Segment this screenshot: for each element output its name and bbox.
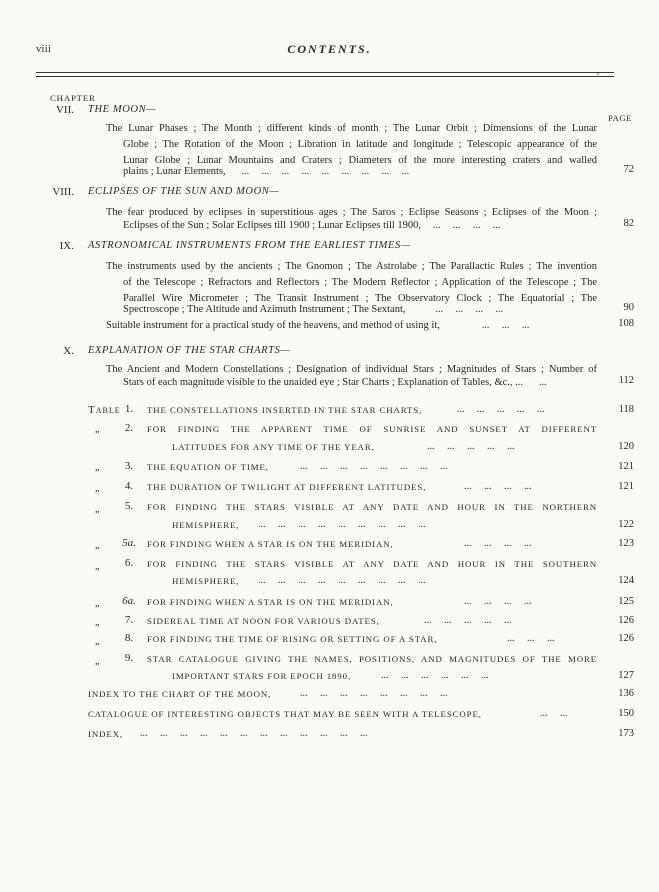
page-number: 127 — [618, 670, 634, 681]
chapter-extra-text: Suitable instrument for a practical study of the heavens, and method of using it, — [106, 320, 440, 331]
leader-dots: ... ... ... ... — [464, 596, 532, 607]
table-number: 2. — [124, 422, 134, 434]
chapter-summary-last-line — [123, 302, 597, 318]
chapter-summary-line: Eclipses of the Sun ; Solar Eclipses till 1900 ; Lunar Eclipses till 1900, — [123, 220, 422, 231]
leader-dots: ... ... ... ... ... — [427, 441, 515, 452]
page-number: 125 — [618, 596, 634, 607]
ditto-mark: „ — [95, 424, 100, 435]
catalogue-entry: CATALOGUE OF INTERESTING OBJECTS THAT MAY BE SEEN WITH A TELESCOPE, — [88, 709, 482, 719]
chapter-summary-line: The instruments used by the ancients ; The Gnomon ; The Astrolabe ; The Parallactic Rules ; The invention — [106, 261, 597, 272]
page-number: 124 — [618, 575, 634, 586]
chapter-summary-last-line — [123, 164, 597, 180]
table-title: SIDEREAL TIME AT NOON FOR VARIOUS DATES, — [147, 616, 380, 626]
page-number: 126 — [618, 633, 634, 644]
leader-dots: ... ... ... ... ... ... — [381, 670, 489, 681]
chapter-number: VIII. — [52, 186, 74, 198]
table-title: THE CONSTELLATIONS INSERTED IN THE STAR CHARTS, — [147, 405, 423, 415]
table-title: FOR FINDING THE STARS VISIBLE AT ANY DATE AND HOUR IN THE SOUTHERN — [147, 559, 597, 569]
leader-dots: ... ... ... ... — [435, 304, 503, 315]
chapter-summary-last-line — [123, 375, 597, 391]
page-number: 120 — [618, 441, 634, 452]
ditto-mark: „ — [95, 561, 100, 572]
table-title: FOR FINDING WHEN A STAR IS ON THE MERIDIAN, — [147, 539, 394, 549]
chapter-title: EXPLANATION OF THE STAR CHARTS— — [88, 345, 291, 356]
page-number: 82 — [623, 218, 634, 229]
leader-dots: ... ... ... ... — [464, 481, 532, 492]
table-number: 3. — [124, 460, 134, 472]
table-number: 6a. — [122, 595, 136, 607]
ditto-mark: „ — [95, 656, 100, 667]
leader-dots: ... ... ... ... ... ... ... ... ... — [258, 575, 426, 586]
page-numeral: viii — [36, 44, 52, 55]
table-number: 1. — [124, 403, 134, 415]
leader-dots: ... — [539, 377, 547, 388]
table-number: 5. — [124, 500, 134, 512]
chapter-summary-line: of the Telescope ; Refractors and Reflectors ; The Modern Reflector ; Application of the Telescope ; The — [123, 277, 597, 288]
chapter-summary-line: Lunar Globe ; Lunar Mountains and Craters ; Diameters of the more interesting craters and walled — [123, 155, 597, 166]
ditto-mark: „ — [95, 483, 100, 494]
table-title-cont: HEMISPHERE, — [172, 576, 240, 586]
chapter-title: THE MOON— — [88, 104, 157, 115]
paper-speck — [597, 73, 599, 75]
leader-dots: ... ... ... ... ... ... ... ... ... ... ... ... — [140, 728, 368, 739]
ditto-mark: „ — [95, 504, 100, 515]
chapter-number: IX. — [59, 240, 74, 252]
leader-dots: ... ... ... ... — [464, 538, 532, 549]
leader-dots: ... ... ... ... ... ... ... ... — [300, 461, 448, 472]
page-number: 126 — [618, 615, 634, 626]
chapter-extra-line — [106, 318, 597, 334]
chapter-summary-line: Stars of each magnitude visible to the unaided eye ; Star Charts ; Explanation of Tables, &c., ... — [123, 377, 524, 388]
leader-dots: ... ... ... ... ... ... ... ... ... — [241, 166, 410, 177]
table-title: FOR FINDING WHEN A STAR IS ON THE MERIDIAN, — [147, 597, 394, 607]
chapter-summary-line: The Ancient and Modern Constellations ; Designation of individual Stars ; Magnitudes of Stars ; Number of — [106, 364, 597, 375]
ditto-mark: „ — [95, 636, 100, 647]
chapter-summary-line: plains ; Lunar Elements, — [123, 166, 226, 177]
table-title: THE DURATION OF TWILIGHT AT DIFFERENT LATITUDES, — [147, 482, 427, 492]
chapter-summary-line: Parallel Wire Micrometer ; The Transit Instrument ; The Observatory Clock ; The Equatorial ; The — [123, 293, 597, 304]
chapter-summary-line: The fear produced by eclipses in superstitious ages ; The Saros ; Eclipse Seasons ; Eclipses of the Moon ; — [106, 207, 597, 218]
table-title-cont: IMPORTANT STARS FOR EPOCH 1890, — [172, 671, 352, 681]
leader-dots: ... ... ... — [507, 633, 555, 644]
page-number: 121 — [618, 461, 634, 472]
table-number: 7. — [124, 614, 134, 626]
leader-dots: ... ... ... ... ... — [424, 615, 512, 626]
running-title: CONTENTS. — [287, 42, 372, 56]
page-column-label: PAGE — [608, 113, 633, 123]
header-rule — [36, 72, 614, 73]
leader-dots: ... ... ... ... — [433, 220, 501, 231]
table-title-cont: HEMISPHERE, — [172, 520, 240, 530]
ditto-mark: „ — [95, 598, 100, 609]
chapter-number: VII. — [55, 104, 74, 116]
page-number: 150 — [618, 708, 634, 719]
table-title: STAR CATALOGUE GIVING THE NAMES, POSITIONS, AND MAGNITUDES OF THE MORE — [147, 654, 597, 664]
leader-dots: ... ... ... ... ... — [457, 404, 545, 415]
page-number: 123 — [618, 538, 634, 549]
table-label: Table — [88, 404, 121, 416]
chapter-title: ECLIPSES OF THE SUN AND MOON— — [88, 186, 280, 197]
table-number: 9. — [124, 652, 134, 664]
ditto-mark: „ — [95, 540, 100, 551]
chapter-title: ASTRONOMICAL INSTRUMENTS FROM THE EARLIEST TIMES— — [88, 240, 411, 251]
ditto-mark: „ — [95, 617, 100, 628]
leader-dots: ... ... — [540, 708, 568, 719]
header-rule-thin — [36, 76, 614, 77]
table-title: FOR FINDING THE TIME OF RISING OR SETTING OF A STAR, — [147, 634, 438, 644]
leader-dots: ... ... ... ... ... ... ... ... — [300, 688, 448, 699]
chapter-number: X. — [63, 345, 74, 357]
table-number: 5a. — [122, 537, 136, 549]
page-number: 90 — [623, 302, 634, 313]
page-number: 122 — [618, 519, 634, 530]
table-title-cont: LATITUDES FOR ANY TIME OF THE YEAR, — [172, 442, 375, 452]
page-number: 112 — [618, 375, 634, 386]
table-title: THE EQUATION OF TIME, — [147, 462, 269, 472]
page-number: 72 — [623, 164, 634, 175]
table-title: FOR FINDING THE APPARENT TIME OF SUNRISE AND SUNSET AT DIFFERENT — [147, 424, 597, 434]
index-entry: INDEX, — [88, 729, 123, 739]
index-entry: INDEX TO THE CHART OF THE MOON, — [88, 689, 272, 699]
chapter-summary-line: The Lunar Phases ; The Month ; different kinds of month ; The Lunar Orbit ; Dimensions of the Lunar — [106, 123, 597, 134]
table-number: 4. — [124, 480, 134, 492]
chapter-column-label: CHAPTER — [50, 93, 96, 103]
page-number: 108 — [618, 318, 634, 329]
page-number: 121 — [618, 481, 634, 492]
table-number: 8. — [124, 632, 134, 644]
chapter-summary-line: Spectroscope ; The Altitude and Azimuth Instrument ; The Sextant, — [123, 304, 406, 315]
table-title: FOR FINDING THE STARS VISIBLE AT ANY DATE AND HOUR IN THE NORTHERN — [147, 502, 597, 512]
ditto-mark: „ — [95, 462, 100, 473]
chapter-summary-last-line — [123, 218, 597, 234]
chapter-summary-line: Globe ; The Rotation of the Moon ; Libration in latitude and longitude ; Telescopic appearance of the — [123, 139, 597, 150]
table-number: 6. — [124, 557, 134, 569]
page-number: 136 — [618, 688, 634, 699]
page-number: 173 — [618, 728, 634, 739]
leader-dots: ... ... ... ... ... ... ... ... ... — [258, 519, 426, 530]
page-number: 118 — [618, 404, 634, 415]
leader-dots: ... ... ... — [481, 320, 530, 331]
